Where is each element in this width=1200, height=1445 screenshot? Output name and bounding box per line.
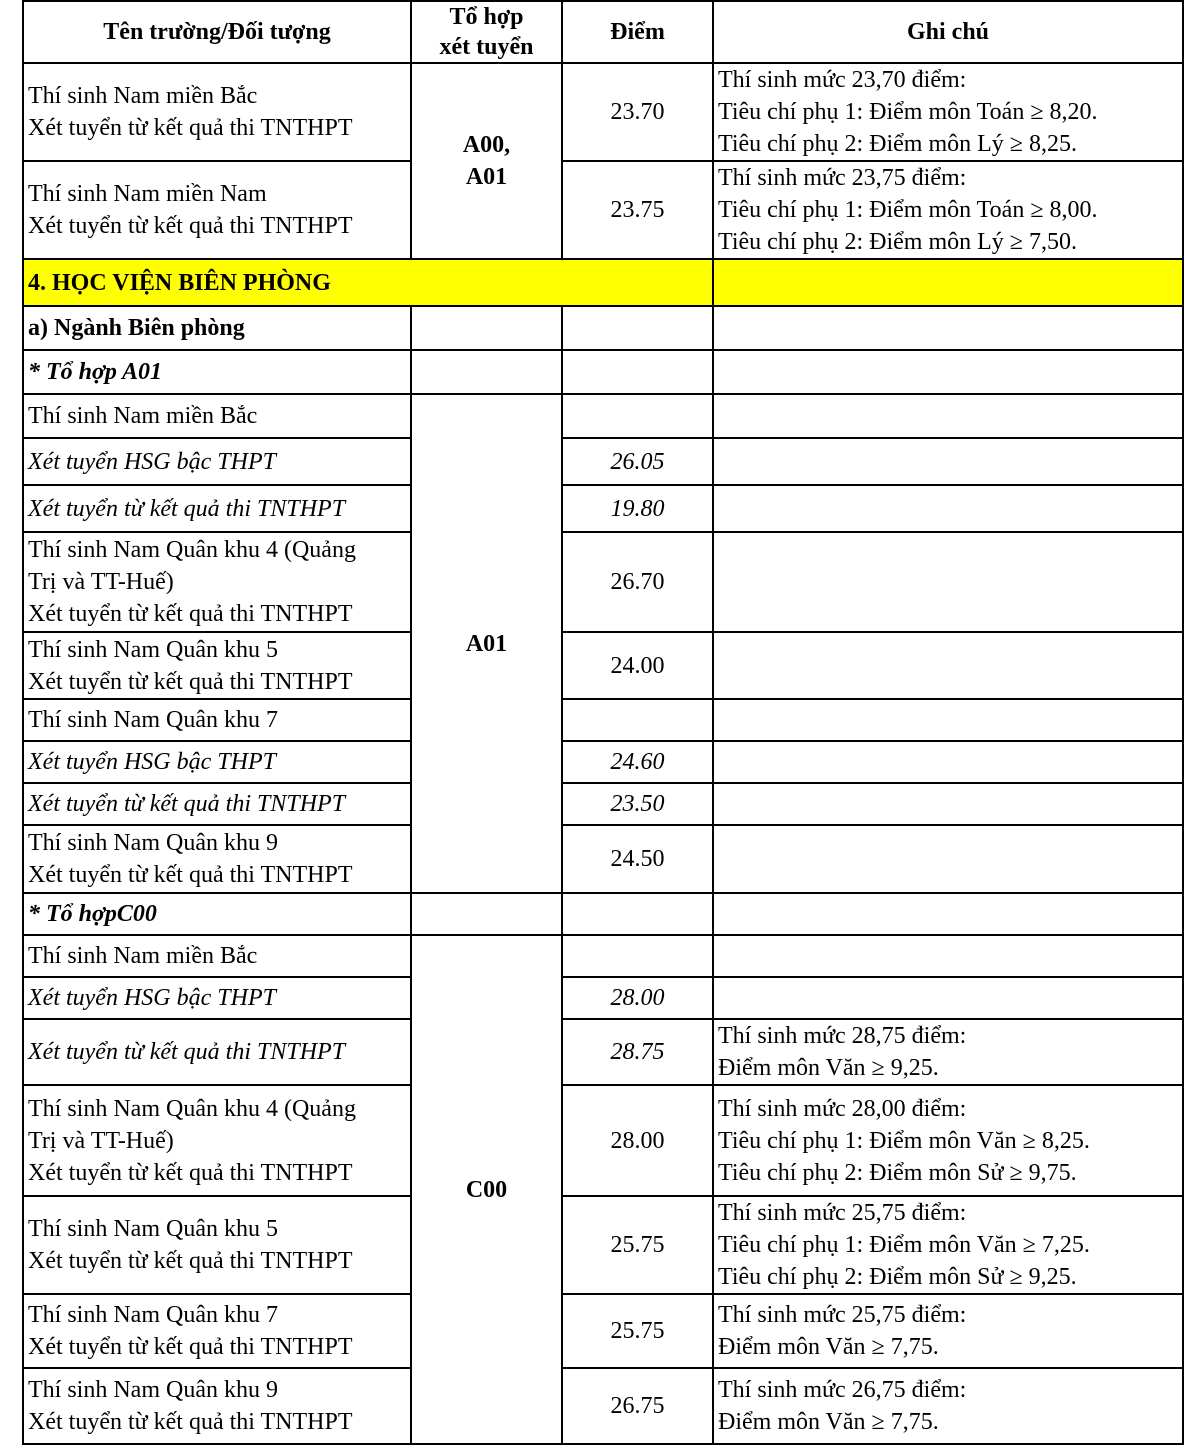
text-line: Xét tuyển từ kết quả thi TNTHPT <box>28 115 353 141</box>
group-row <box>23 893 1183 935</box>
text-line: Xét tuyển từ kết quả thi TNTHPT <box>28 1248 353 1274</box>
text-line: Xét tuyển từ kết quả thi TNTHPT <box>28 862 353 888</box>
text-line: Điểm môn Văn ≥ 7,75. <box>718 1409 939 1435</box>
row-name <box>23 1085 411 1196</box>
text-line: A01 <box>465 164 508 190</box>
note-cell <box>713 161 1183 259</box>
table-row <box>23 394 1183 438</box>
table-row <box>23 1019 1183 1085</box>
row-name: Xét tuyển HSG bậc THPT <box>23 438 411 485</box>
table-row <box>23 825 1183 893</box>
text-line: Thí sinh Nam miền Bắc <box>28 83 258 109</box>
score-cell: 25.75 <box>562 1294 713 1368</box>
header-score: Điểm <box>562 1 713 63</box>
row-name <box>23 825 411 893</box>
score-cell: 28.00 <box>562 1085 713 1196</box>
text-line: Xét tuyển từ kết quả thi TNTHPT <box>28 668 353 695</box>
score-cell: 28.75 <box>562 1019 713 1085</box>
text-line: Thí sinh Nam Quân khu 5 <box>28 636 278 663</box>
score-cell: 26.05 <box>562 438 713 485</box>
combo-cell <box>411 63 562 259</box>
score-cell: 23.50 <box>562 783 713 825</box>
table-row <box>23 1196 1183 1294</box>
table-row <box>23 632 1183 699</box>
score-cell: 28.00 <box>562 977 713 1019</box>
note-cell <box>713 63 1183 161</box>
text-line: Thí sinh Nam Quân khu 5 <box>28 1216 278 1242</box>
text-line: Thí sinh mức 23,75 điểm: <box>718 165 967 191</box>
text-line: Thí sinh mức 25,75 điểm: <box>718 1302 967 1328</box>
score-cell: 24.00 <box>562 632 713 699</box>
row-name <box>23 161 411 259</box>
text-line: Trị và TT-Huế) <box>28 1127 174 1154</box>
table-row <box>23 1294 1183 1368</box>
table-row <box>23 783 1183 825</box>
table-row <box>23 161 1183 259</box>
text-line: Tiêu chí phụ 1: Điểm môn Văn ≥ 8,25. <box>718 1127 1090 1154</box>
text-line: Thí sinh Nam Quân khu 7 <box>28 1302 278 1328</box>
text-line: Trị và TT-Huế) <box>28 569 174 595</box>
text-line: xét tuyển <box>439 34 534 60</box>
score-cell: 23.75 <box>562 161 713 259</box>
row-name: Xét tuyển từ kết quả thi TNTHPT <box>23 485 411 532</box>
text-line: Xét tuyển từ kết quả thi TNTHPT <box>28 1159 353 1186</box>
section-note-cell <box>713 259 1183 306</box>
text-line: Thí sinh Nam Quân khu 4 (Quảng <box>28 1095 356 1122</box>
row-name <box>23 1294 411 1368</box>
table-row <box>23 935 1183 977</box>
score-cell: 24.60 <box>562 741 713 783</box>
table-row <box>23 532 1183 632</box>
table-row <box>23 485 1183 532</box>
text-line: Thí sinh mức 28,00 điểm: <box>718 1095 967 1122</box>
text-line: Thí sinh mức 28,75 điểm: <box>718 1023 967 1049</box>
header-combo <box>411 1 562 63</box>
score-cell: 26.75 <box>562 1368 713 1444</box>
row-name: Xét tuyển HSG bậc THPT <box>23 977 411 1019</box>
combo-cell: C00 <box>411 935 562 1444</box>
table-row <box>23 977 1183 1019</box>
text-line: Điểm môn Văn ≥ 7,75. <box>718 1334 939 1360</box>
table-row <box>23 1085 1183 1196</box>
row-name <box>23 1196 411 1294</box>
row-name: Thí sinh Nam miền Bắc <box>23 935 411 977</box>
row-name <box>23 63 411 161</box>
section-title: 4. HỌC VIỆN BIÊN PHÒNG <box>23 259 713 306</box>
admission-score-table <box>22 0 1184 1445</box>
row-name: Xét tuyển HSG bậc THPT <box>23 741 411 783</box>
score-cell: 24.50 <box>562 825 713 893</box>
text-line: Tiêu chí phụ 2: Điểm môn Lý ≥ 8,25. <box>718 131 1077 157</box>
major-title: a) Ngành Biên phòng <box>23 306 411 350</box>
score-cell: 19.80 <box>562 485 713 532</box>
text-line: Thí sinh Nam Quân khu 4 (Quảng <box>28 537 356 563</box>
text-line: Điểm môn Văn ≥ 9,25. <box>718 1055 939 1081</box>
text-line: Thí sinh Nam Quân khu 9 <box>28 830 278 856</box>
score-cell: 23.70 <box>562 63 713 161</box>
header-note: Ghi chú <box>713 1 1183 63</box>
text-line: Tiêu chí phụ 2: Điểm môn Sử ≥ 9,25. <box>718 1264 1077 1290</box>
row-name: Xét tuyển từ kết quả thi TNTHPT <box>23 1019 411 1085</box>
text-line: Tiêu chí phụ 1: Điểm môn Văn ≥ 7,25. <box>718 1232 1090 1258</box>
header-name: Tên trường/Đối tượng <box>23 1 411 63</box>
group-title: * Tổ hợpC00 <box>23 893 411 935</box>
row-name <box>23 1368 411 1444</box>
table-row <box>23 438 1183 485</box>
note-cell <box>713 1294 1183 1368</box>
row-name: Xét tuyển từ kết quả thi TNTHPT <box>23 783 411 825</box>
text-line: Tiêu chí phụ 1: Điểm môn Toán ≥ 8,20. <box>718 99 1098 125</box>
text-line: Tiêu chí phụ 1: Điểm môn Toán ≥ 8,00. <box>718 197 1098 223</box>
note-cell <box>713 1019 1183 1085</box>
text-line: Thí sinh Nam miền Nam <box>28 181 267 207</box>
row-name <box>23 632 411 699</box>
combo-cell: A01 <box>411 394 562 893</box>
text-line: Tổ hợp <box>449 4 524 30</box>
note-cell <box>713 1368 1183 1444</box>
row-name <box>23 532 411 632</box>
table-row <box>23 63 1183 161</box>
score-cell: 25.75 <box>562 1196 713 1294</box>
note-cell <box>713 1085 1183 1196</box>
text-line: Xét tuyển từ kết quả thi TNTHPT <box>28 1409 353 1435</box>
group-row <box>23 350 1183 394</box>
row-name: Thí sinh Nam Quân khu 7 <box>23 699 411 741</box>
text-line: Thí sinh mức 26,75 điểm: <box>718 1377 967 1403</box>
text-line: Xét tuyển từ kết quả thi TNTHPT <box>28 213 353 239</box>
text-line: Tiêu chí phụ 2: Điểm môn Lý ≥ 7,50. <box>718 229 1077 255</box>
text-line: Xét tuyển từ kết quả thi TNTHPT <box>28 1334 353 1360</box>
text-line: Tiêu chí phụ 2: Điểm môn Sử ≥ 9,75. <box>718 1159 1077 1186</box>
header-row <box>23 1 1183 63</box>
table-row <box>23 699 1183 741</box>
row-name: Thí sinh Nam miền Bắc <box>23 394 411 438</box>
score-cell: 26.70 <box>562 532 713 632</box>
table-row <box>23 741 1183 783</box>
text-line: Xét tuyển từ kết quả thi TNTHPT <box>28 601 353 627</box>
table-row <box>23 1368 1183 1444</box>
text-line: Thí sinh mức 23,70 điểm: <box>718 67 967 93</box>
text-line: Thí sinh Nam Quân khu 9 <box>28 1377 278 1403</box>
note-cell <box>713 1196 1183 1294</box>
text-line: Thí sinh mức 25,75 điểm: <box>718 1200 967 1226</box>
group-title: * Tổ hợp A01 <box>23 350 411 394</box>
section-row <box>23 259 1183 306</box>
text-line: A00, <box>462 132 511 158</box>
major-row <box>23 306 1183 350</box>
